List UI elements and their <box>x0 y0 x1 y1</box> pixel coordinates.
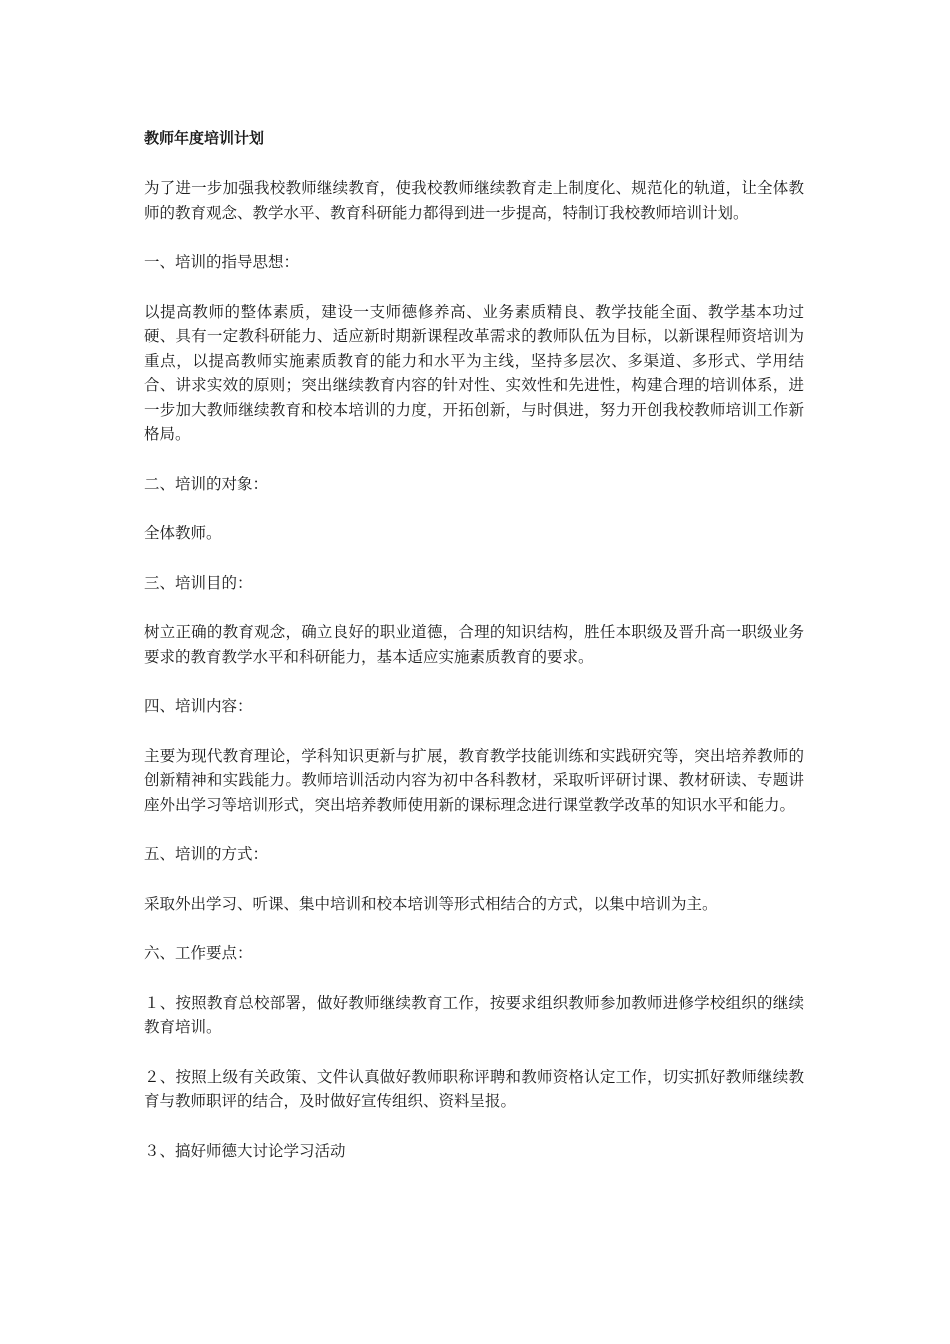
section-body-purpose: 树立正确的教育观念，确立良好的职业道德，合理的知识结构，胜任本职级及晋升高一职级业务要求的教育教学水平和科研能力，基本适应实施素质教育的要求。 <box>144 623 804 666</box>
work-point-2: ２、按照上级有关政策、文件认真做好教师职称评聘和教师资格认定工作，切实抓好教师继续教育与教师职评的结合，及时做好宣传组织、资料呈报。 <box>144 1067 804 1110</box>
section-heading-content: 四、培训内容： <box>144 697 253 715</box>
work-point-1: １、按照教育总校部署，做好教师继续教育工作，按要求组织教师参加教师进修学校组织的继续教育培训。 <box>144 993 804 1036</box>
section-heading-method: 五、培训的方式： <box>144 845 269 863</box>
section-body-target: 全体教师。 <box>144 524 222 542</box>
section-heading-purpose: 三、培训目的： <box>144 573 253 592</box>
section-heading-work-points: 六、工作要点： <box>144 944 253 962</box>
section-heading-guiding-ideology: 一、培训的指导思想： <box>144 253 300 271</box>
section-heading-target: 二、培训的对象： <box>144 474 269 493</box>
document-title: 教师年度培训计划 <box>144 129 265 147</box>
section-body-method: 采取外出学习、听课、集中培训和校本培训等形式相结合的方式，以集中培训为主。 <box>144 894 718 913</box>
section-body-content: 主要为现代教育理论，学科知识更新与扩展，教育教学技能训练和实践研究等，突出培养教师的创新精神和实践能力。教师培训活动内容为初中各科教材，采取听评研讨课、教材研读、专题讲座外出学习等培训形式，突出培养教师使用新的课标理念进行课堂教学改革的知识水平和能力。 <box>144 746 804 814</box>
work-point-3: ３、搞好师德大讨论学习活动 <box>144 1141 346 1160</box>
intro-paragraph: 为了进一步加强我校教师继续教育，使我校教师继续教育走上制度化、规范化的轨道，让全体教师的教育观念、教学水平、教育科研能力都得到进一步提高，特制订我校教师培训计划。 <box>144 179 804 222</box>
document-page <box>144 126 804 1188</box>
section-body-guiding-ideology: 以提高教师的整体素质，建设一支师德修养高、业务素质精良、教学技能全面、教学基本功过硬、具有一定教科研能力、适应新时期新课程改革需求的教师队伍为目标，以新课程师资培训为重点，以提高教师实施素质教育的能力和水平为主线，坚持多层次、多渠道、多形式、学用结合、讲求实效的原则；突出继续教育内容的针对性、实效性和先进性，构建合理的培训体系，进一步加大教师继续教育和校本培训的力度，开拓创新，与时俱进，努力开创我校教师培训工作新格局。 <box>144 302 804 443</box>
